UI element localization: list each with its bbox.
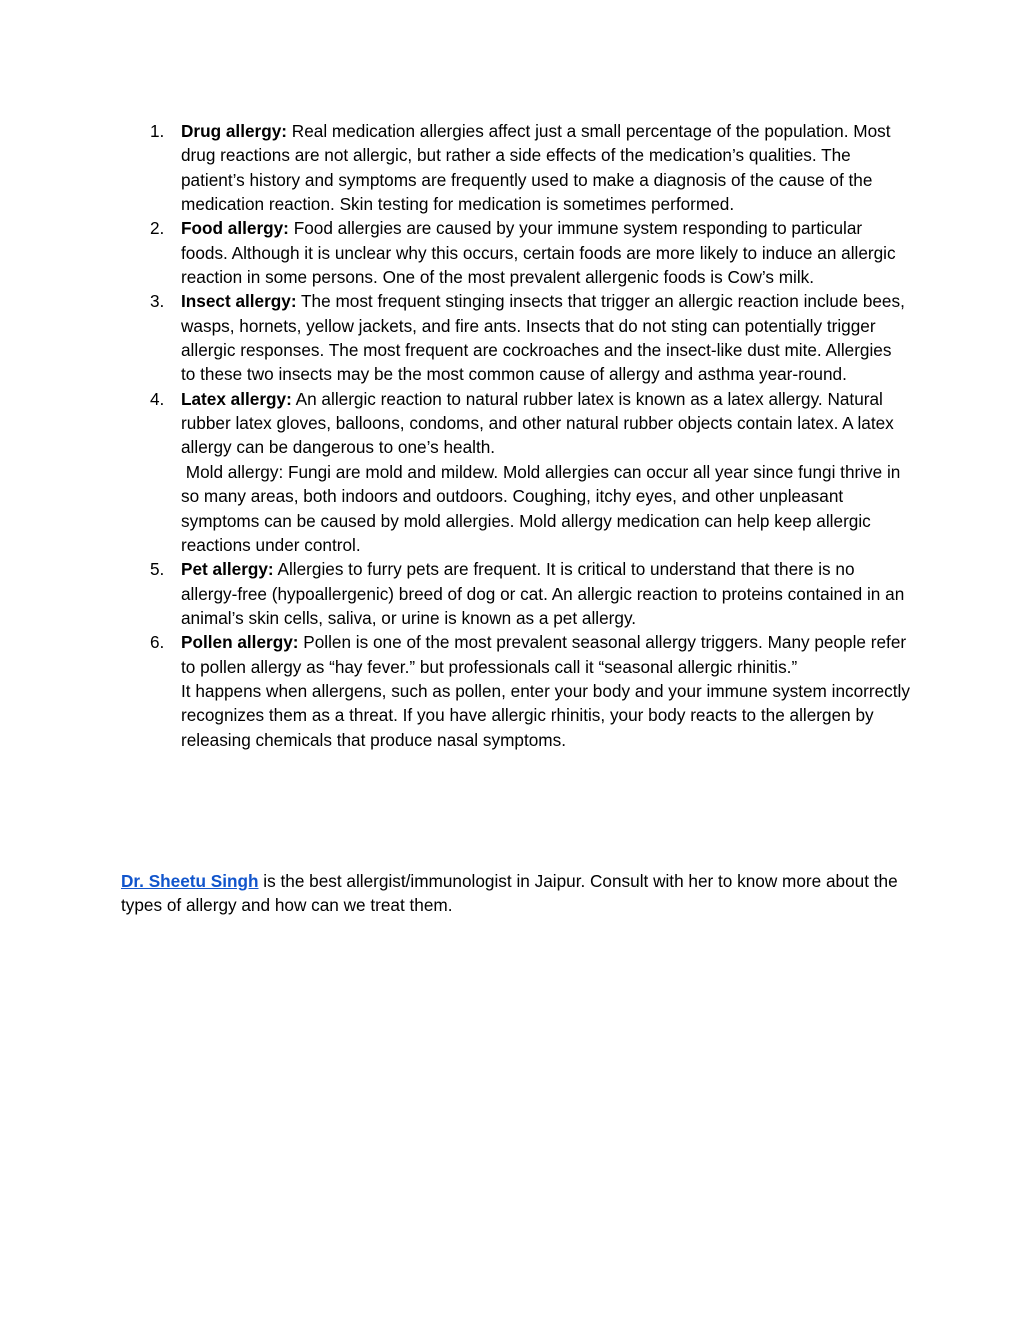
list-item-term: Drug allergy: xyxy=(181,121,288,141)
closing-text: is the best allergist/immunologist in Jaipur. Consult with her to know more about the types of allergy and how can we treat them. xyxy=(121,871,898,916)
list-item-text: Real medication allergies affect just a small percentage of the population. Most drug reactions are not allergic, but rather a side effects of the medication’s qualities. The patient’s history and symptoms are frequently used to make a diagnosis of the cause of the medication reaction. Skin testing for medication is sometimes performed. xyxy=(181,121,891,215)
list-item-text: Pollen is one of the most prevalent seasonal allergy triggers. Many people refer to pollen allergy as “hay fever.” but professionals call it “seasonal allergic rhinitis.” xyxy=(181,632,907,677)
list-item-pollen-allergy xyxy=(150,630,910,752)
allergy-types-list xyxy=(150,119,910,752)
mold-allergy-paragraph: Mold allergy: Fungi are mold and mildew. Mold allergies can occur all year since fungi thrive in so many areas, both indoors and outdoors. Coughing, itchy eyes, and other unpleasant symptoms can be caused by mold allergies. Mold allergy medication can help keep allergic reactions under control. xyxy=(181,461,906,555)
list-item-text: The most frequent stinging insects that trigger an allergic reaction include bees, wasps, hornets, yellow jackets, and fire ants. Insects that do not sting can potentially trigger allergic responses. The most frequent are cockroaches and the insect-like dust mite. Allergies to these two insects may be the most common cause of allergy and asthma year-round. xyxy=(181,291,905,385)
list-item-term: Food allergy: xyxy=(181,218,289,239)
list-item-text: Allergies to furry pets are frequent. It is critical to understand that there is no allergy-free (hypoallergenic) breed of dog or cat. An allergic reaction to proteins contained in an animal’s skin cells, saliva, or urine is known as a pet allergy. xyxy=(181,559,905,628)
list-item-pet-allergy xyxy=(150,557,910,630)
list-number: 2. xyxy=(150,218,165,239)
list-item-drug-allergy xyxy=(150,119,910,216)
list-number: 4. xyxy=(150,388,165,409)
list-item-term: Pollen allergy: xyxy=(181,632,299,653)
pollen-allergy-extra-paragraph: It happens when allergens, such as pollen, enter your body and your immune system incorrectly recognizes them as a threat. If you have allergic rhinitis, your body reacts to the allergen by releasing chemicals that produce nasal symptoms. xyxy=(181,680,910,750)
list-item-text: Food allergies are caused by your immune system responding to particular foods. Although it is unclear why this occurs, certain foods are more likely to induce an allergic reaction in some persons. One of the most prevalent allergenic foods is Cow’s milk. xyxy=(181,218,896,288)
closing-paragraph xyxy=(121,869,911,918)
list-item-text: An allergic reaction to natural rubber latex is known as a latex allergy. Natural rubber latex gloves, balloons, condoms, and other natural rubber objects contain latex. A latex allergy can be dangerous to one’s health. xyxy=(181,388,894,458)
list-item-food-allergy xyxy=(150,216,910,289)
list-item-insect-allergy xyxy=(150,289,910,386)
list-item-latex-allergy xyxy=(150,387,910,557)
list-number: 1. xyxy=(150,121,165,141)
list-number: 5. xyxy=(150,559,165,580)
list-item-term: Latex allergy: xyxy=(181,388,292,409)
list-number: 6. xyxy=(150,632,165,653)
doctor-link[interactable]: Dr. Sheetu Singh xyxy=(121,871,259,891)
list-item-term: Insect allergy: xyxy=(181,291,297,312)
list-item-term: Pet allergy: xyxy=(181,559,274,580)
list-number: 3. xyxy=(150,291,165,312)
